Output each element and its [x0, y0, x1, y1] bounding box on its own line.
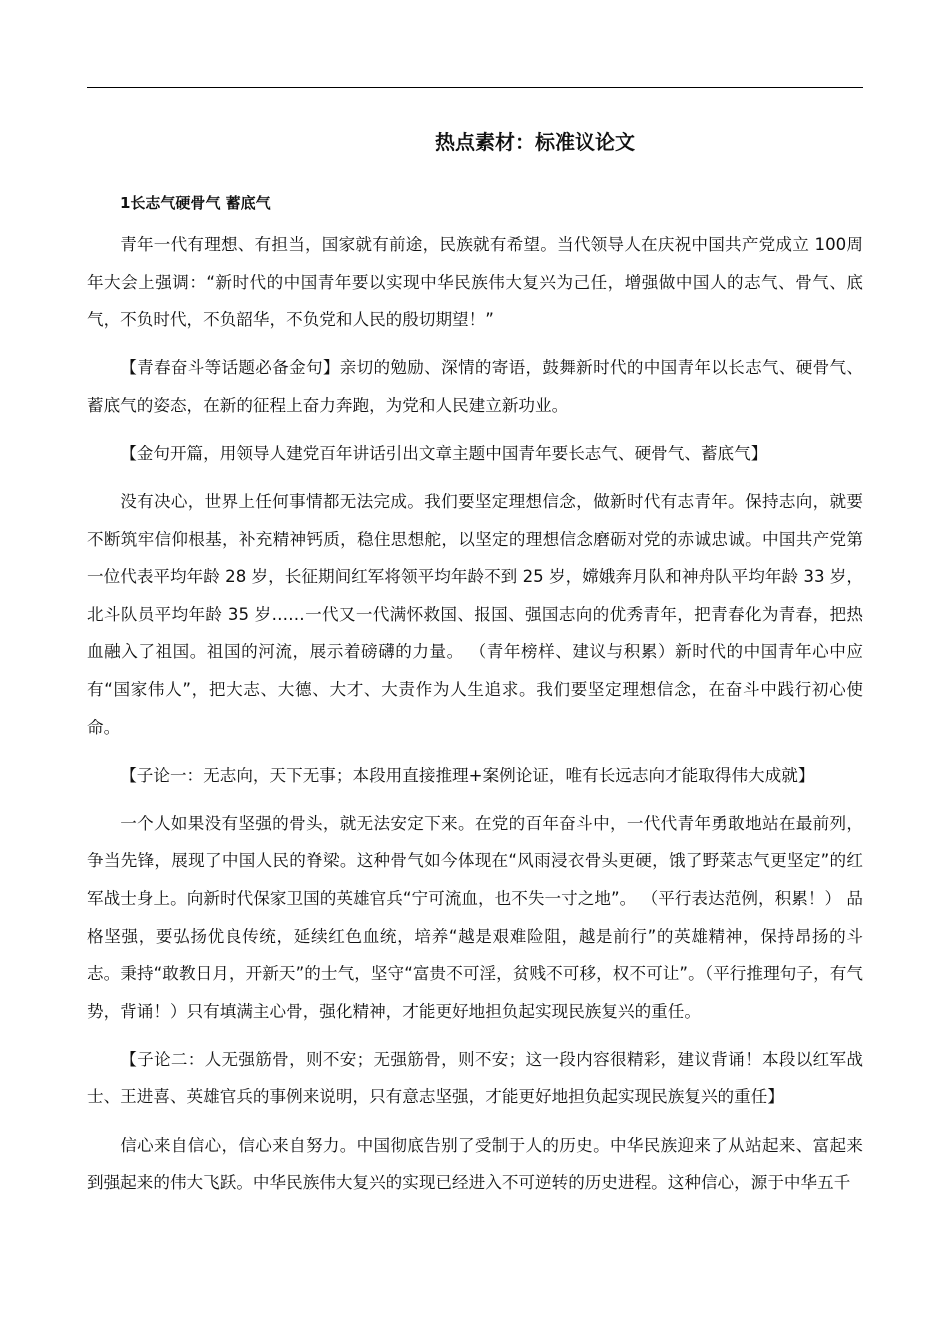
- paragraph-annotation-opening: 【金句开篇，用领导人建党百年讲话引出文章主题中国青年要长志气、硬骨气、蓄底气】: [120, 443, 768, 463]
- paragraph-annotation-sub2: 【子论二：人无强筋骨，则不安；无强筋骨，则不安；这一段内容很精彩，建议背诵！本段以红军战士、王进喜、英雄官兵的事例来说明，只有意志坚强，才能更好地担负起实现民族复兴的重任】: [87, 1049, 863, 1107]
- paragraph-backbone: 一个人如果没有坚强的骨头，就无法安定下来。在党的百年奋斗中，一代代青年勇敢地站在最前列，争当先锋，展现了中国人民的脊梁。这种骨气如今体现在“风雨浸衣骨头更硬，饿了野菜志气更坚定”的红军战士身上。向新时代保家卫国的英雄官兵“宁可流血，也不失一寸之地”。 （平行表达范例，积累！） 品格坚强，要弘扬优良传统，延续红色血统，培养“越是艰难险阻，越是前行”的英雄精神，保持昂扬的斗志。秉持“敢教日月，开新天”的士气，坚守“富贵不可淫，贫贱不可移，权不可让”。（平行推理句子，有气势，背诵！）只有填满主心骨，强化精神，才能更好地担负起实现民族复兴的重任。: [87, 813, 863, 1021]
- document-body: [87, 226, 863, 1212]
- paragraph-intro: 青年一代有理想、有担当，国家就有前途，民族就有希望。当代领导人在庆祝中国共产党成立 100周年大会上强调：“新时代的中国青年要以实现中华民族伟大复兴为己任，增强做中国人的志气、骨气、底气，不负时代，不负韶华，不负党和人民的殷切期望！”: [87, 235, 863, 330]
- paragraph-ambition: 没有决心，世界上任何事情都无法完成。我们要坚定理想信念，做新时代有志青年。保持志向，就要不断筑牢信仰根基，补充精神钙质，稳住思想舵，以坚定的理想信念磨砺对党的赤诚忠诚。中国共产党第一位代表平均年龄 28 岁，长征期间红军将领平均年龄不到 25 岁，嫦娥奔月队和神舟队平均年龄 33 岁，北斗队员平均年龄 35 岁……一代又一代满怀救国、报国、强国志向的优秀青年，把青春化为青春，把热血融入了祖国。祖国的河流，展示着磅礴的力量。 （青年榜样、建议与积累）新时代的中国青年心中应有“国家伟人”，把大志、大德、大才、大责作为人生追求。我们要坚定理想信念，在奋斗中践行初心使命。: [87, 492, 863, 737]
- section-heading: 1长志气硬骨气 蓄底气: [120, 194, 271, 212]
- document-title: 热点素材：标准议论文: [435, 130, 635, 154]
- paragraph-annotation-sub1: 【子论一：无志向，天下无事；本段用直接推理+案例论证，唯有长远志向才能取得伟大成就】: [120, 765, 815, 785]
- paragraph-confidence: 信心来自信心，信心来自努力。中国彻底告别了受制于人的历史。中华民族迎来了从站起来、富起来到强起来的伟大飞跃。中华民族伟大复兴的实现已经进入不可逆转的历史进程。这种信心，源于中华五千: [87, 1135, 863, 1193]
- paragraph-golden-quote: 【青春奋斗等话题必备金句】亲切的勉励、深情的寄语，鼓舞新时代的中国青年以长志气、硬骨气、蓄底气的姿态，在新的征程上奋力奔跑，为党和人民建立新功业。: [87, 358, 863, 415]
- header-rule: [87, 87, 863, 88]
